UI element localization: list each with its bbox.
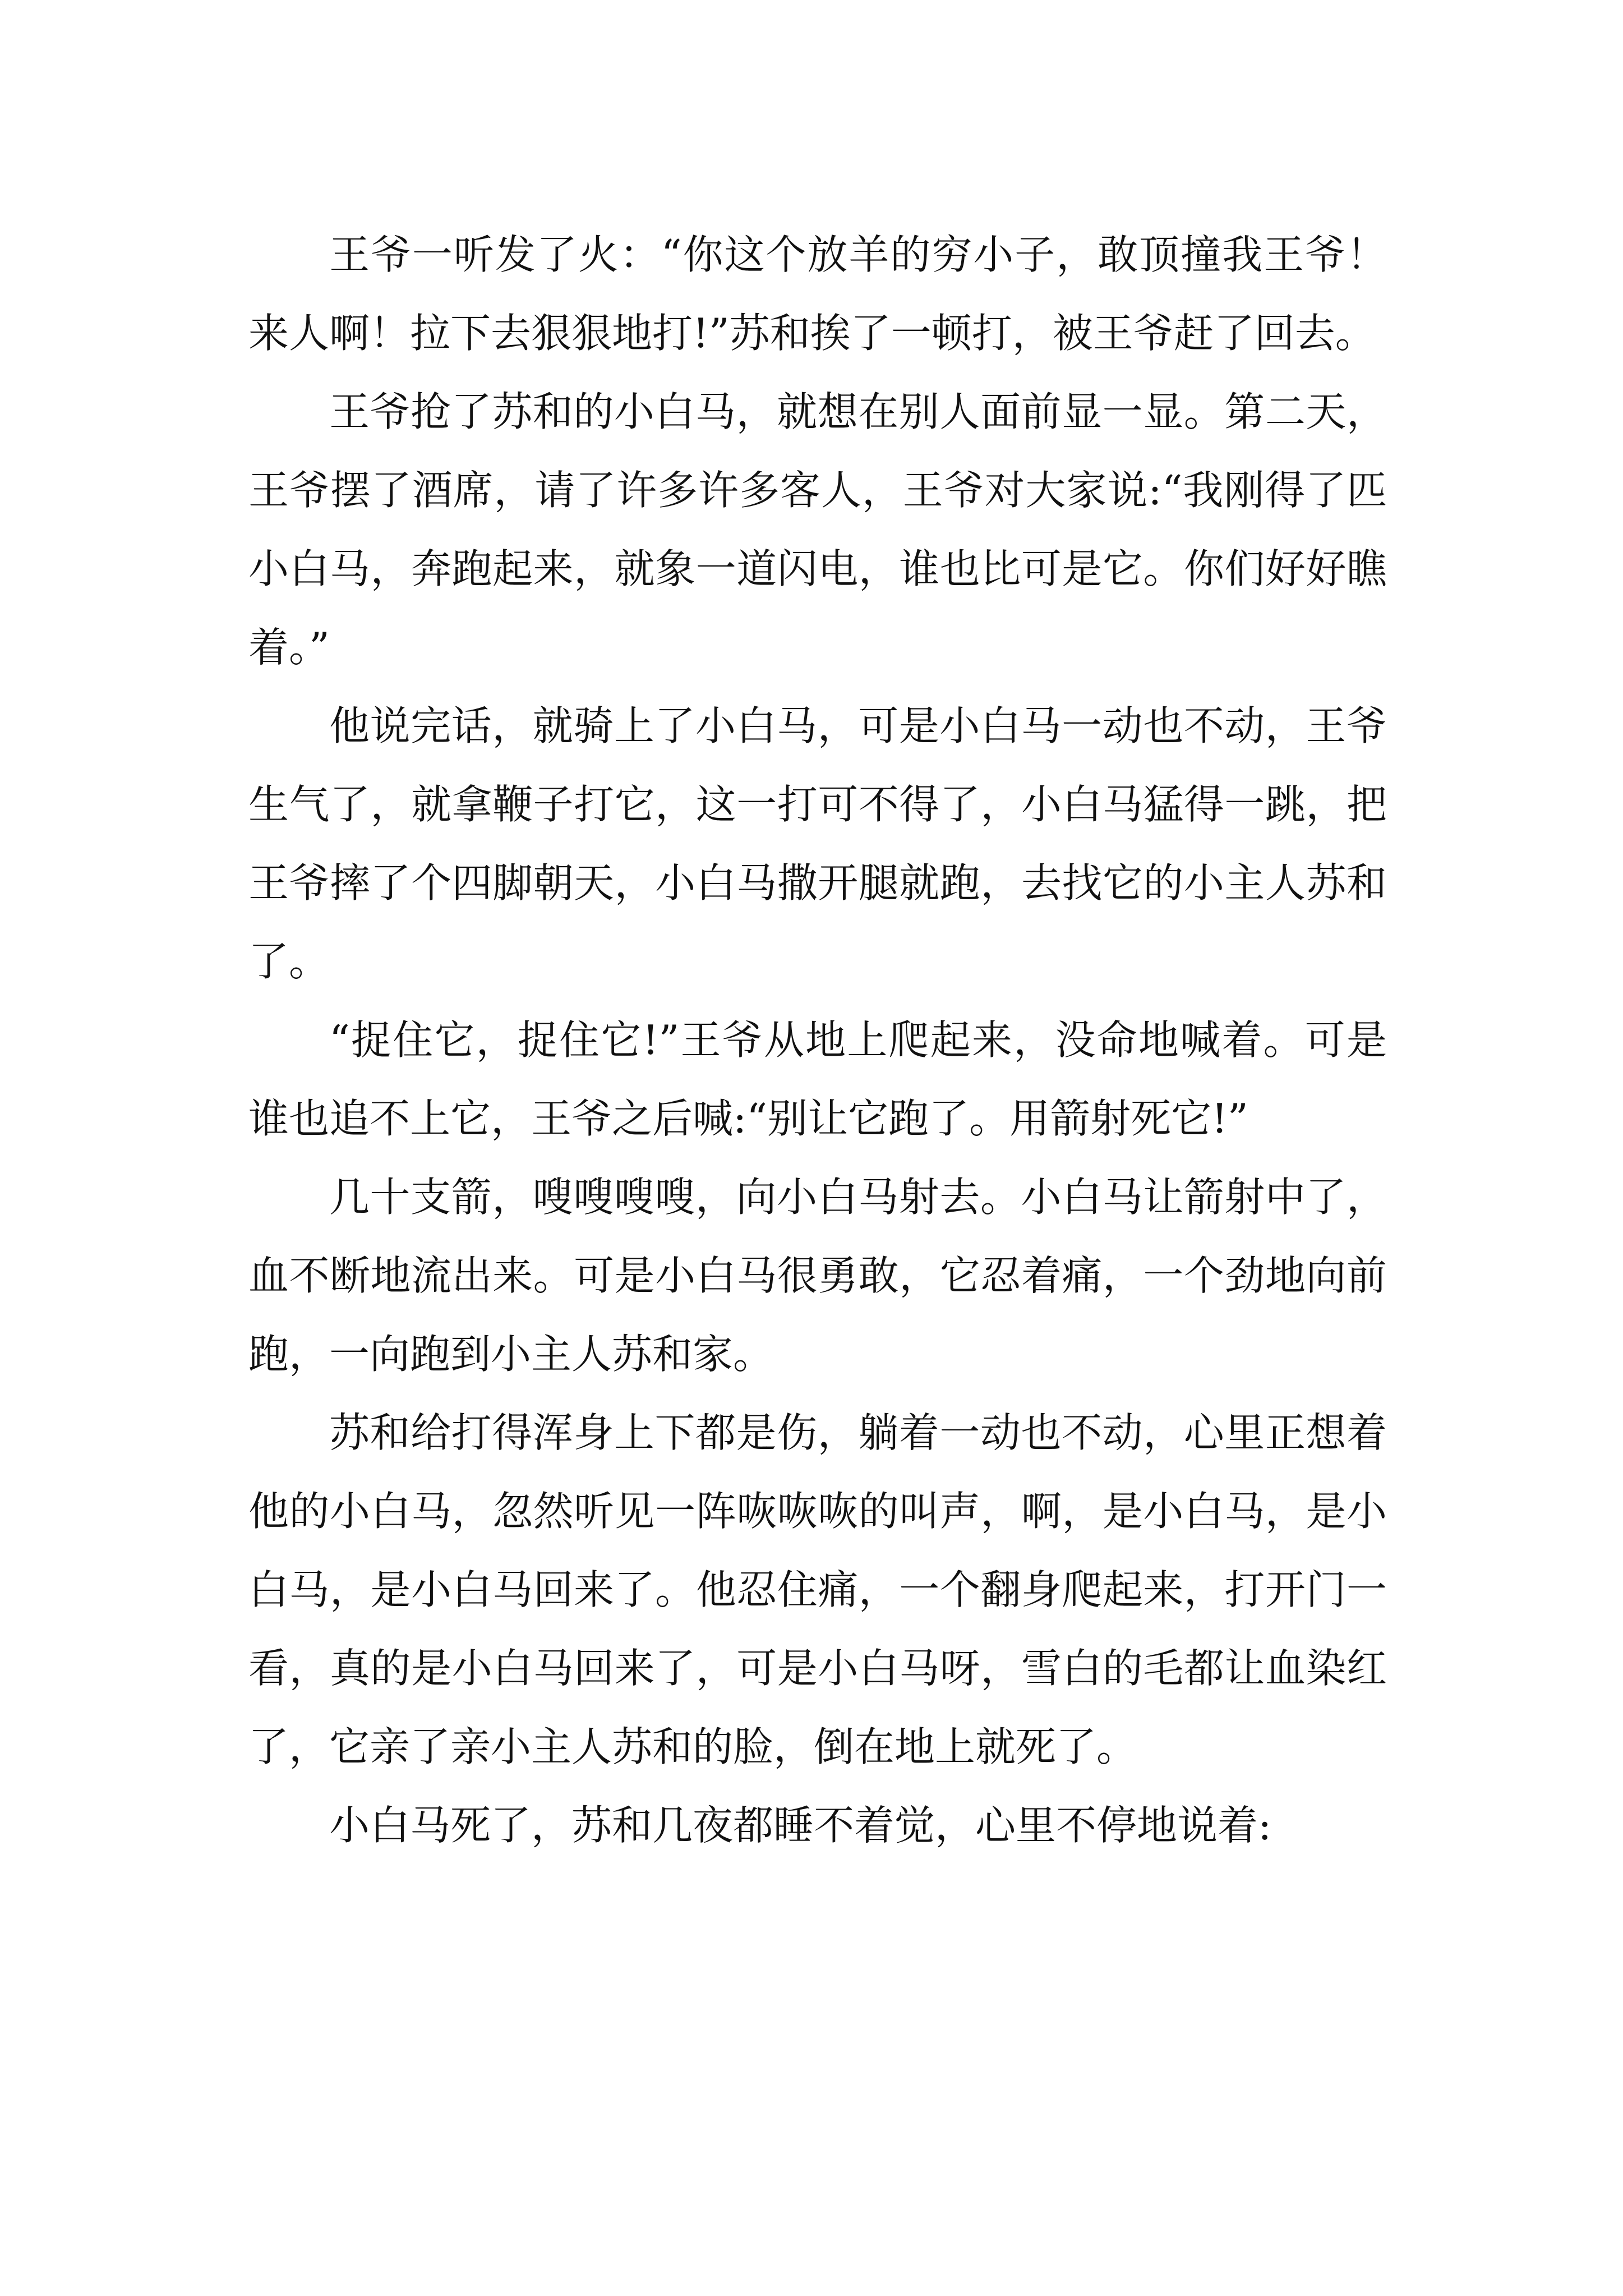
paragraph-4: “捉住它，捉住它!”王爷从地上爬起来，没命地喊着。可是谁也追不上它，王爷之后喊:“别让它跑了。用箭射死它!” (248, 1016, 1387, 1142)
document-body (248, 215, 1387, 1865)
paragraph-6: 苏和给打得浑身上下都是伤，躺着一动也不动，心里正想着他的小白马，忽然听见一阵咴咴咴的叫声，啊，是小白马，是小白马，是小白马回来了。他忍住痛，一个翻身爬起来，打开门一看，真的是小白马回来了，可是小白马呀，雪白的毛都让血染红了，它亲了亲小主人苏和的脸，倒在地上就死了。 (248, 1409, 1387, 1770)
paragraph-5: 几十支箭，嗖嗖嗖嗖，向小白马射去。小白马让箭射中了，血不断地流出来。可是小白马很勇敢，它忍着痛，一个劲地向前跑，一向跑到小主人苏和家。 (248, 1174, 1387, 1378)
paragraph-7: 小白马死了，苏和几夜都睡不着觉，心里不停地说着: (329, 1802, 1272, 1849)
paragraph-1: 王爷一听发了火：“你这个放羊的穷小子，敢顶撞我王爷！来人啊！拉下去狠狠地打!”苏和挨了一顿打，被王爷赶了回去。 (248, 231, 1387, 357)
paragraph-3: 他说完话，就骑上了小白马，可是小白马一动也不动，王爷生气了，就拿鞭子打它，这一打可不得了，小白马猛得一跳，把王爷摔了个四脚朝天，小白马撒开腿就跑，去找它的小主人苏和了。 (248, 702, 1387, 985)
paragraph-2: 王爷抢了苏和的小白马，就想在别人面前显一显。第二天，王爷摆了酒席，请了许多许多客人，王爷对大家说:“我刚得了匹小白马，奔跑起来，就象一道闪电，谁也比可是它。你们好好瞧着。” (248, 388, 1387, 671)
